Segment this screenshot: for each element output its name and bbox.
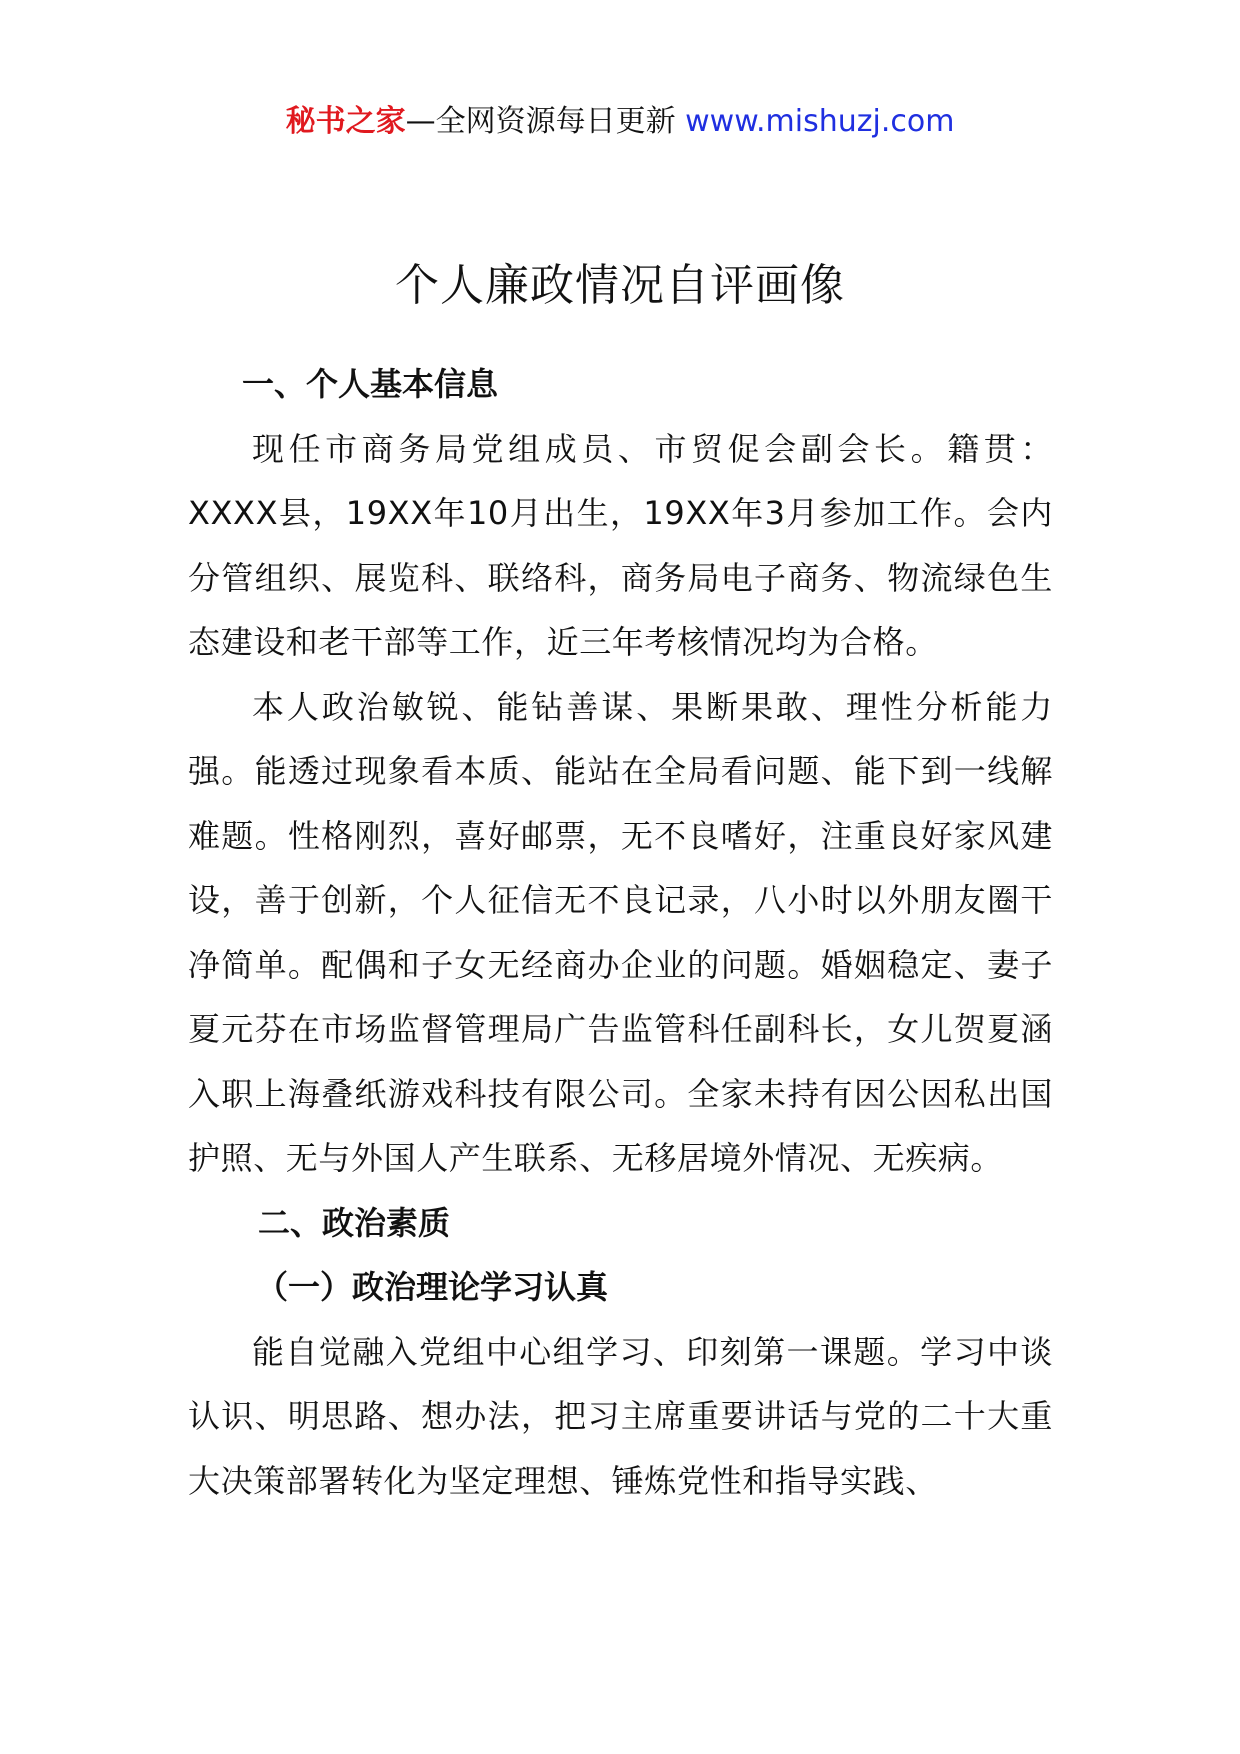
paragraph-theory-study: 能自觉融入党组中心组学习、印刻第一课题。学习中谈认识、明思路、想办法，把习主席重要讲话与党的二十大重大决策部署转化为坚定理想、锤炼党性和指导实践、 <box>188 1332 1053 1500</box>
document-title: 个人廉政情况自评画像 <box>395 260 845 311</box>
site-header <box>0 102 1240 142</box>
paragraph-personal-traits: 本人政治敏锐、能钻善谋、果断果敢、理性分析能力强。能透过现象看本质、能站在全局看问题、能下到一线解难题。性格刚烈，喜好邮票，无不良嗜好，注重良好家风建设，善于创新，个人征信无不良记录，八小时以外朋友圈干净简单。配偶和子女无经商办企业的问题。婚姻稳定、妻子夏元芬在市场监督管理局广告监管科任副科长，女儿贺夏涵入职上海叠纸游戏科技有限公司。全家未持有因公因私出国护照、无与外国人产生联系、无移居境外情况、无疾病。 <box>188 687 1053 1177</box>
subsection-heading-theory-study: （一）政治理论学习认真 <box>256 1268 609 1306</box>
section-heading-basic-info: 一、个人基本信息 <box>242 365 499 403</box>
document-body <box>188 352 1053 1513</box>
site-brand: 秘书之家 <box>285 104 406 139</box>
paragraph-basic-info: 现任市商务局党组成员、市贸促会副会长。籍贯：XXXX县，19XX年10月出生，19XX年3月参加工作。会内分管组织、展览科、联络科，商务局电子商务、物流绿色生态建设和老干部等工作，近三年考核情况均为合格。 <box>188 429 1053 661</box>
site-slogan: —全网资源每日更新 <box>405 104 686 139</box>
site-url-link[interactable]: www.mishuzj.com <box>685 104 955 139</box>
section-heading-political-quality: 二、政治素质 <box>258 1203 451 1242</box>
